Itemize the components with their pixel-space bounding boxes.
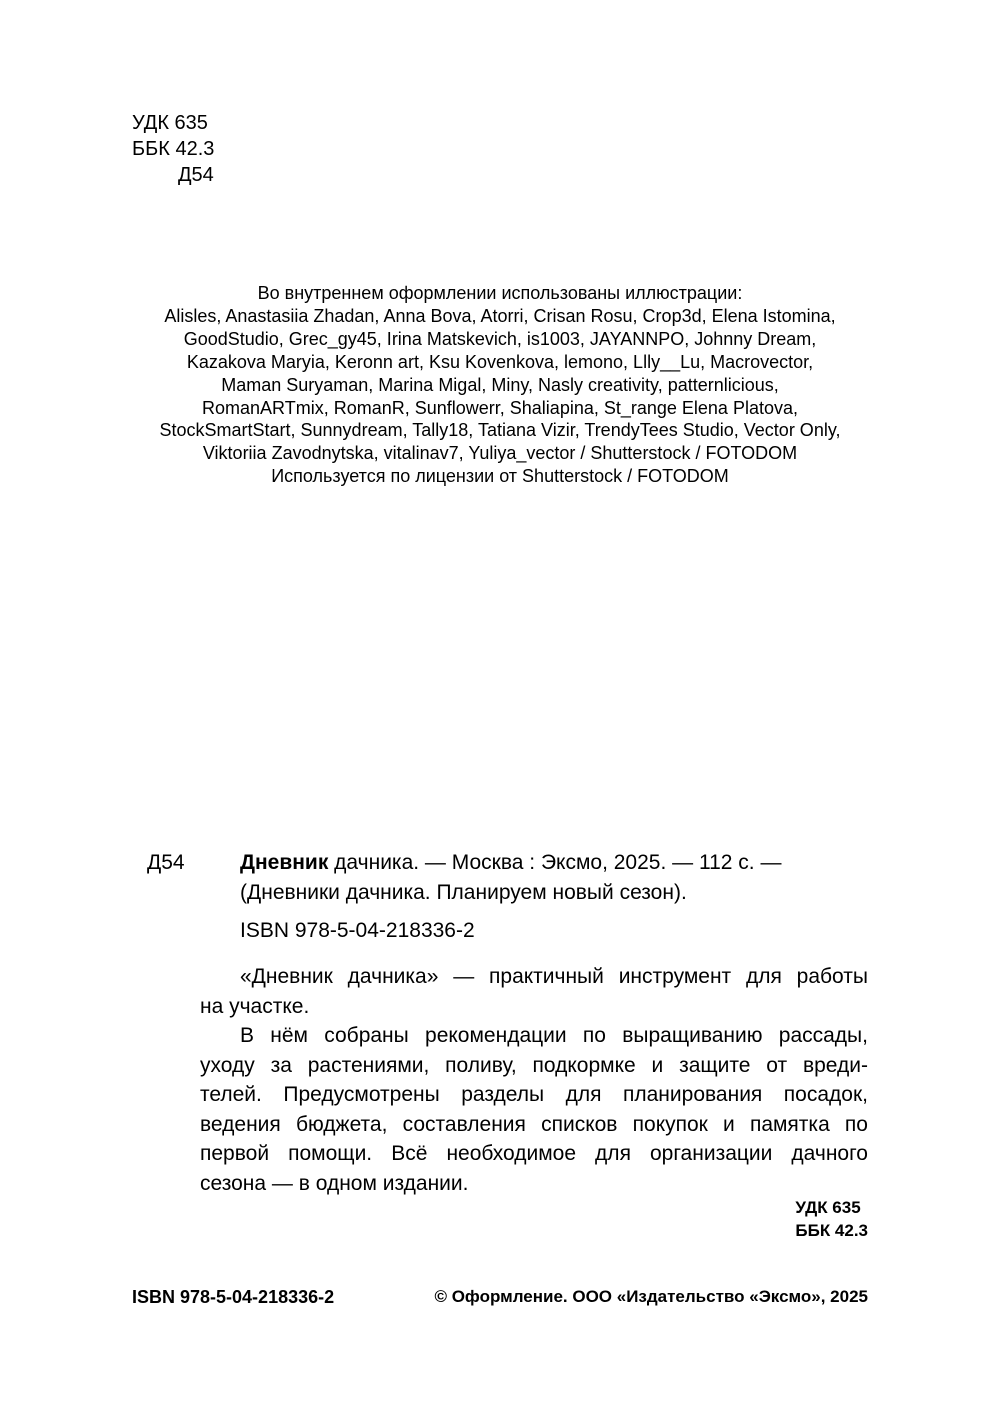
- catalog-line-1: [240, 848, 781, 878]
- credits-line: Используется по лицензии от Shutterstock / FOTODOM: [271, 466, 729, 487]
- annotation-line: ведения бюджета, составления списков покупок и памятка по: [200, 1112, 868, 1136]
- udk-code-bottom: УДК 635: [795, 1198, 861, 1217]
- catalog-line-1-rest: дачника. — Москва : Эксмо, 2025. — 112 с. —: [328, 851, 782, 874]
- annotation-line: на участке.: [200, 994, 310, 1018]
- author-mark: Д54: [178, 164, 214, 186]
- credits-line: RomanARTmix, RomanR, Sunflowerr, Shaliapina, St_range Elena Platova,: [202, 397, 798, 418]
- catalog-entry: [240, 848, 781, 908]
- footer-copyright: © Оформление. ООО «Издательство «Эксмо», 2025: [434, 1287, 868, 1306]
- credits-line: Maman Suryaman, Marina Migal, Miny, Nasly creativity, patternlicious,: [221, 374, 779, 395]
- catalog-author-mark: Д54: [147, 851, 185, 874]
- annotation-line: уходу за растениями, поливу, подкормке и защите от вреди-: [200, 1053, 868, 1077]
- credits-line: GoodStudio, Grec_gy45, Irina Matskevich, is1003, JAYANNPO, Johnny Dream,: [183, 328, 817, 349]
- classification-codes-top: [132, 110, 214, 188]
- credits-line: Alisles, Anastasiia Zhadan, Anna Bova, Atorri, Crisan Rosu, Crop3d, Elena Istomina,: [164, 305, 836, 326]
- illustration-credits: [100, 282, 900, 488]
- catalog-title-bold: Дневник: [240, 851, 329, 874]
- bbk-code-bottom: ББК 42.3: [795, 1221, 868, 1240]
- annotation-line: сезона — в одном издании.: [200, 1171, 469, 1195]
- bbk-code: ББК 42.3: [132, 138, 215, 160]
- annotation-line: «Дневник дачника» — практичный инструмент для работы: [240, 965, 868, 988]
- annotation-line: телей. Предусмотрены разделы для планирования посадок,: [200, 1083, 868, 1106]
- annotation: [200, 962, 868, 1198]
- credits-line: Kazakova Maryia, Keronn art, Ksu Kovenkova, lemono, Llly__Lu, Macrovector,: [186, 351, 814, 372]
- credits-line: Viktoriia Zavodnytska, vitalinav7, Yuliya_vector / Shutterstock / FOTODOM: [202, 443, 798, 464]
- annotation-line: В нём собраны рекомендации по выращиванию рассады,: [240, 1024, 868, 1047]
- annotation-line: первой помощи. Всё необходимое для организации дачного: [200, 1142, 868, 1165]
- credits-line: StockSmartStart, Sunnydream, Tally18, Tatiana Vizir, TrendyTees Studio, Vector Only,: [159, 420, 841, 441]
- catalog-series: (Дневники дачника. Планируем новый сезон).: [240, 881, 687, 904]
- catalog-isbn: ISBN 978-5-04-218336-2: [240, 919, 475, 942]
- udk-code: УДК 635: [132, 112, 208, 134]
- credits-line: Во внутреннем оформлении использованы иллюстрации:: [257, 283, 743, 303]
- footer-isbn: ISBN 978-5-04-218336-2: [132, 1287, 335, 1307]
- classification-codes-bottom: [795, 1196, 868, 1242]
